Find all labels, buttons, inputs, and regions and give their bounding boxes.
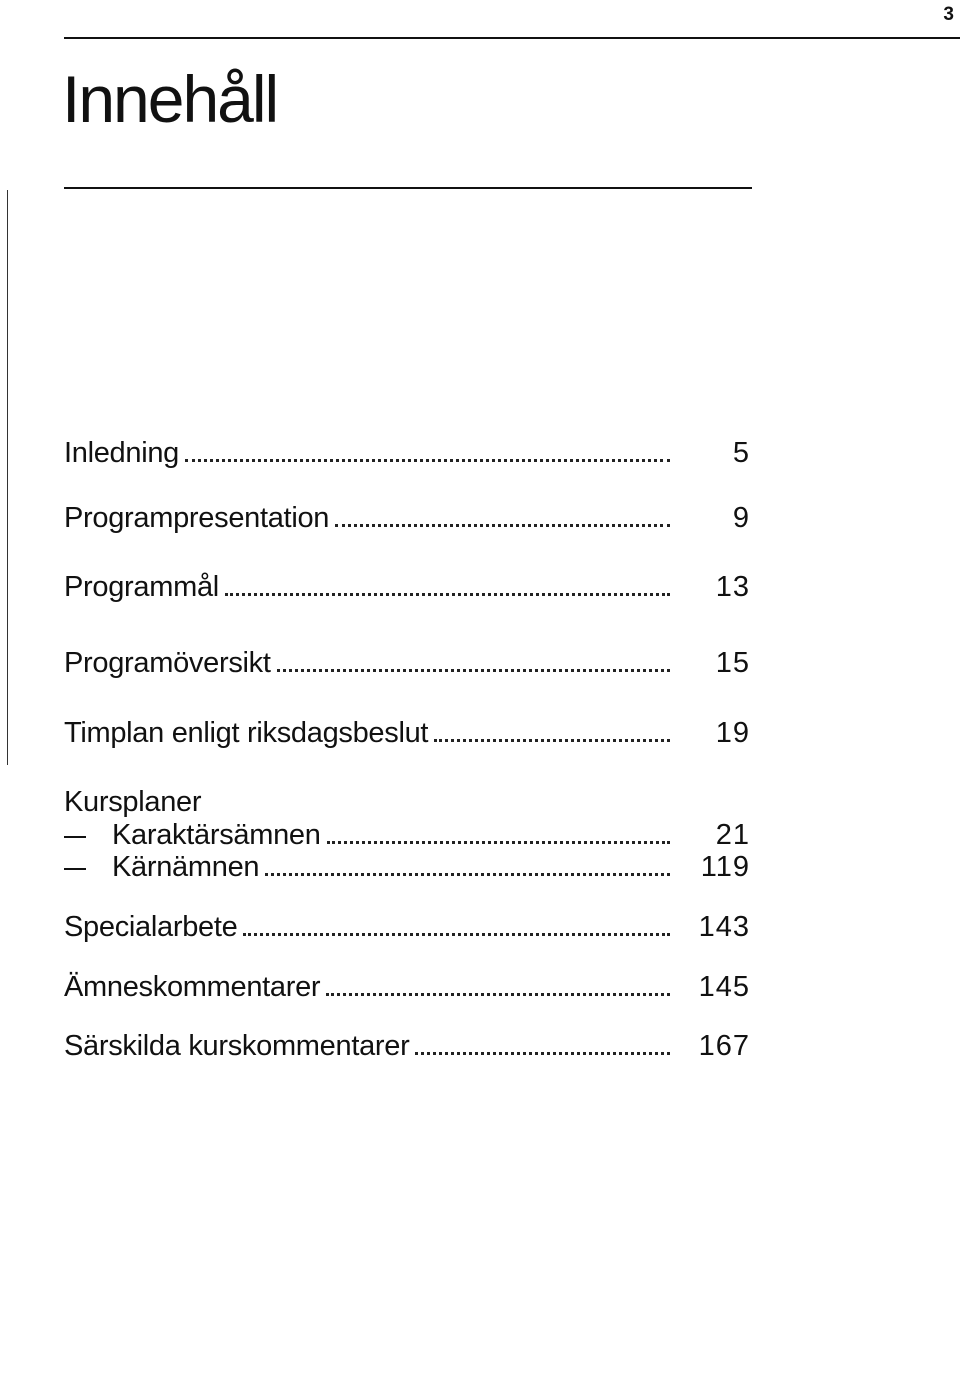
dot-leader xyxy=(434,739,670,742)
toc-entry-karnamnen[interactable] xyxy=(64,850,750,884)
toc-entry-page: 167 xyxy=(698,1030,750,1062)
toc-entry-page: 5 xyxy=(732,437,750,469)
toc-entry-amneskommentarer[interactable] xyxy=(64,970,750,1004)
toc-section-kursplaner: Kursplaner xyxy=(64,786,202,818)
toc-entry-label: Kärnämnen xyxy=(64,850,265,884)
toc-entry-label: Inledning xyxy=(64,437,180,469)
dot-leader xyxy=(225,593,670,596)
dot-leader xyxy=(326,993,670,996)
dot-leader xyxy=(243,933,670,936)
title-rule xyxy=(64,187,752,189)
dot-leader xyxy=(335,524,670,527)
dot-leader xyxy=(415,1052,670,1055)
toc-entry-timplan[interactable] xyxy=(64,716,750,750)
toc-entry-label: Särskilda kurskommentarer xyxy=(64,1030,410,1062)
toc-entry-programmal[interactable] xyxy=(64,570,750,604)
page-title: Innehåll xyxy=(62,62,278,136)
toc-entry-page: 119 xyxy=(700,851,750,883)
top-rule xyxy=(64,37,960,39)
toc-entry-page: 13 xyxy=(715,571,750,603)
toc-entry-page: 9 xyxy=(732,502,750,534)
toc-entry-programpresentation[interactable] xyxy=(64,501,750,535)
toc-entry-label: Programmål xyxy=(64,571,219,603)
toc-entry-label: Programpresentation xyxy=(64,502,330,534)
toc-entry-page: 145 xyxy=(698,971,750,1003)
toc-entry-label: Specialarbete xyxy=(64,911,238,943)
toc-entry-label: Timplan enligt riksdagsbeslut xyxy=(64,717,429,749)
dot-leader xyxy=(327,841,670,844)
toc-entry-page: 15 xyxy=(715,647,750,679)
dot-leader xyxy=(277,669,670,672)
toc-entry-karaktarsamnen[interactable] xyxy=(64,818,750,852)
page-number: 3 xyxy=(943,4,954,25)
toc-entry-specialarbete[interactable] xyxy=(64,910,750,944)
toc-entry-page: 19 xyxy=(715,717,750,749)
toc-entry-sarskilda[interactable] xyxy=(64,1029,750,1063)
toc-entry-page: 143 xyxy=(698,911,750,943)
toc-entry-programoversikt[interactable] xyxy=(64,646,750,680)
toc-entry-inledning[interactable] xyxy=(64,436,750,470)
toc-entry-label: Karaktärsämnen xyxy=(64,818,327,852)
dot-leader xyxy=(185,459,670,462)
left-edge-line xyxy=(7,190,8,765)
toc-entry-label: Programöversikt xyxy=(64,647,271,679)
toc-entry-label: Ämneskommentarer xyxy=(64,971,321,1003)
dot-leader xyxy=(265,873,670,876)
toc-entry-page: 21 xyxy=(715,819,750,851)
